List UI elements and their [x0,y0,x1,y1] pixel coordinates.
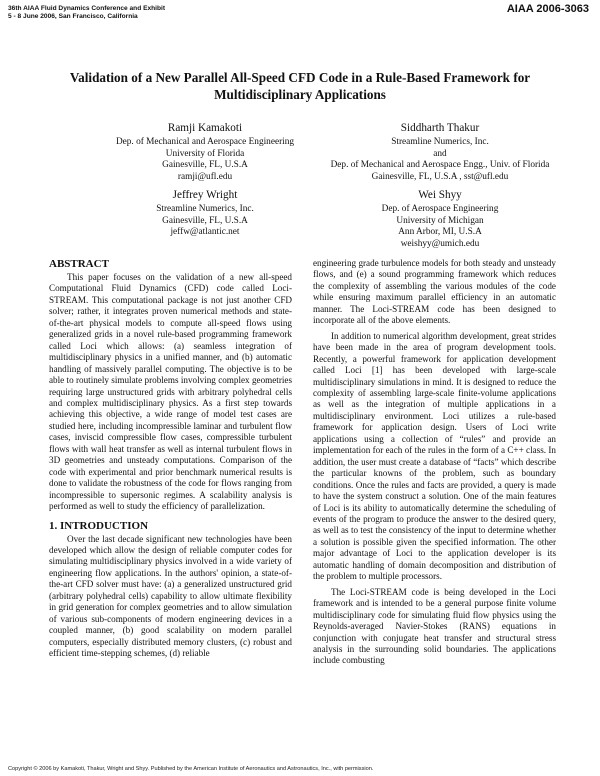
paper-number: AIAA 2006-3063 [506,3,589,15]
author-block-wright [90,188,320,239]
loci-stream-paragraph: The Loci-STREAM code is being developed in the Loci framework and is intended to be a general purpose finite volume multidisciplinary code for simulating fluid flow physics using the Reynolds-averaged Navier-Stokes (RANS) equations in conjunction with conjugate heat transfer and structural stress analysis in the surrounding solid boundaries. The applications include combusting [313,586,556,666]
author-address: Ann Arbor, MI, U.S.A [398,227,482,238]
copyright-footer: Copyright © 2006 by Kamakoti, Thakur, Wright and Shyy. Published by the American Institute of Aeronautics and Astronautics, Inc., with permission. [8,766,374,772]
author-affiliation: and [433,148,447,159]
author-affiliation: University of Michigan [396,215,484,226]
conference-line-2: 5 - 8 June 2006, San Francisco, California [8,13,138,20]
loci-paragraph: In addition to numerical algorithm development, great strides have been made in the area of program development tools. Recently, a powerful framework for application development called Loci [1] has been developed with large-scale multidisciplinary simulations in mind. It is designed to reduce the complexity of assembling large-scale finite-volume applications as well as the integration of multiple applications in a multidisciplinary environment. Loci utilizes a rule-based framework for application design. Users of Loci write applications using a collection of “rules” and provide an implementation for each of the rules in the form of a C++ class. In addition, the user must create a database of “facts” which describe the particular knowns of the problem, such as boundary conditions. Once the rules and facts are provided, a query is made to have the system construct a solution. One of the main features of Loci is its ability to automatically determine the scheduling of events of the program to produce the answer to the desired query, as well as to test the consistency of the input to determine whether a solution is possible given the specified information. The other major advantage of Loci to the application developer is its automatic handling of domain decomposition and distribution of the problem to multiple processors. [313,330,556,582]
introduction-text: Over the last decade significant new technologies have been developed which allow the design of reliable computer codes for simulating multidisciplinary physics involved in a wide variety of engineering flow applications. In the authors' opinion, a state-of-the-art CFD solver must have: (a) a generalized unstructured grid (arbitrary polyhedral cells) capability to allow ultimate flexibility in grid generation for complex geometries and to allow simulation of various sub-components of modern engineering devices in a coupled manner, (b) good scalability on modern parallel computers, especially distributed memory clusters, (c) robust and efficient time-stepping schemes, (d) reliable [49,533,292,659]
abstract-heading: ABSTRACT [49,258,109,270]
author-affiliation: University of Florida [165,148,245,159]
author-affiliation: Dep. of Mechanical and Aerospace Engg., Univ. of Florida [330,160,550,171]
continuation-text: engineering grade turbulence models for both steady and unsteady flows, and (e) a sound programming framework which reduces the complexity of assembling the various modules of the code while ensuring maximum parallel efficiency in an automatic manner. The Loci-STREAM code has been designed to incorporate all of the above elements. [313,258,556,326]
author-address: Gainesville, FL, U.S.A [162,160,248,171]
abstract-text: This paper focuses on the validation of a new all-speed Computational Fluid Dynamics (CFD) code called Loci-STREAM. This computational package is not just another CFD solver; rather, it integrates proven numerical methods and state-of-the-art physical models to compute all-speed flows using generalized grids in a novel rule-based programming framework called Loci which allows: (a) seamless integration of multidisciplinary physics in a unified manner, and (b) automatic handling of massively parallel computing. The objective is to be able to routinely simulate problems involving complex geometries requiring large unstructured grids with arbitrary polyhedral cells and complex multidisciplinary physics. As a first step towards achieving this objective, a wide range of model test cases are studied here, including incompressible laminar and turbulent flow cases, inviscid compressible flow cases, compressible turbulent flows with wall heat transfer as well as internal turbulent flows in 3D geometries and unsteady computations. Comparison of the code with experimental and prior benchmark numerical results is done to validate the robustness of the code for flows ranging from incompressible to supersonic regimes. A scalability analysis is performed as well to study the efficiency of parallelization. [49,272,292,512]
author-affiliation: Streamline Numerics, Inc. [391,137,489,147]
author-block-thakur [300,121,580,183]
author-affiliation: Dep. of Mechanical and Aerospace Engineering [115,137,295,147]
paper-title: Validation of a New Parallel All-Speed CFD Code in a Rule-Based Framework for Multidisciplinary Applications [69,70,531,102]
author-block-shyy [330,188,550,250]
author-address-email: Gainesville, FL, U.S.A , sst@ufl.edu [371,171,509,182]
author-name: Ramji Kamakoti [167,122,243,134]
conference-header [8,5,165,21]
right-column [313,258,556,667]
introduction-heading: 1. INTRODUCTION [49,519,149,532]
left-column [49,258,292,660]
author-affiliation: Dep. of Aerospace Engineering [381,204,499,214]
author-name: Jeffrey Wright [172,189,238,201]
author-email: weishyy@umich.edu [400,238,480,249]
author-email: ramji@ufl.edu [177,171,233,182]
author-block-kamakoti [90,121,320,183]
author-email: jeffw@atlantic.net [170,227,240,238]
conference-line-1: 36th AIAA Fluid Dynamics Conference and Exhibit [8,5,166,12]
author-affiliation: Streamline Numerics, Inc. [156,204,254,214]
author-address: Gainesville, FL, U.S.A [162,215,248,226]
author-name: Wei Shyy [418,189,462,201]
author-name: Siddharth Thakur [400,122,480,134]
